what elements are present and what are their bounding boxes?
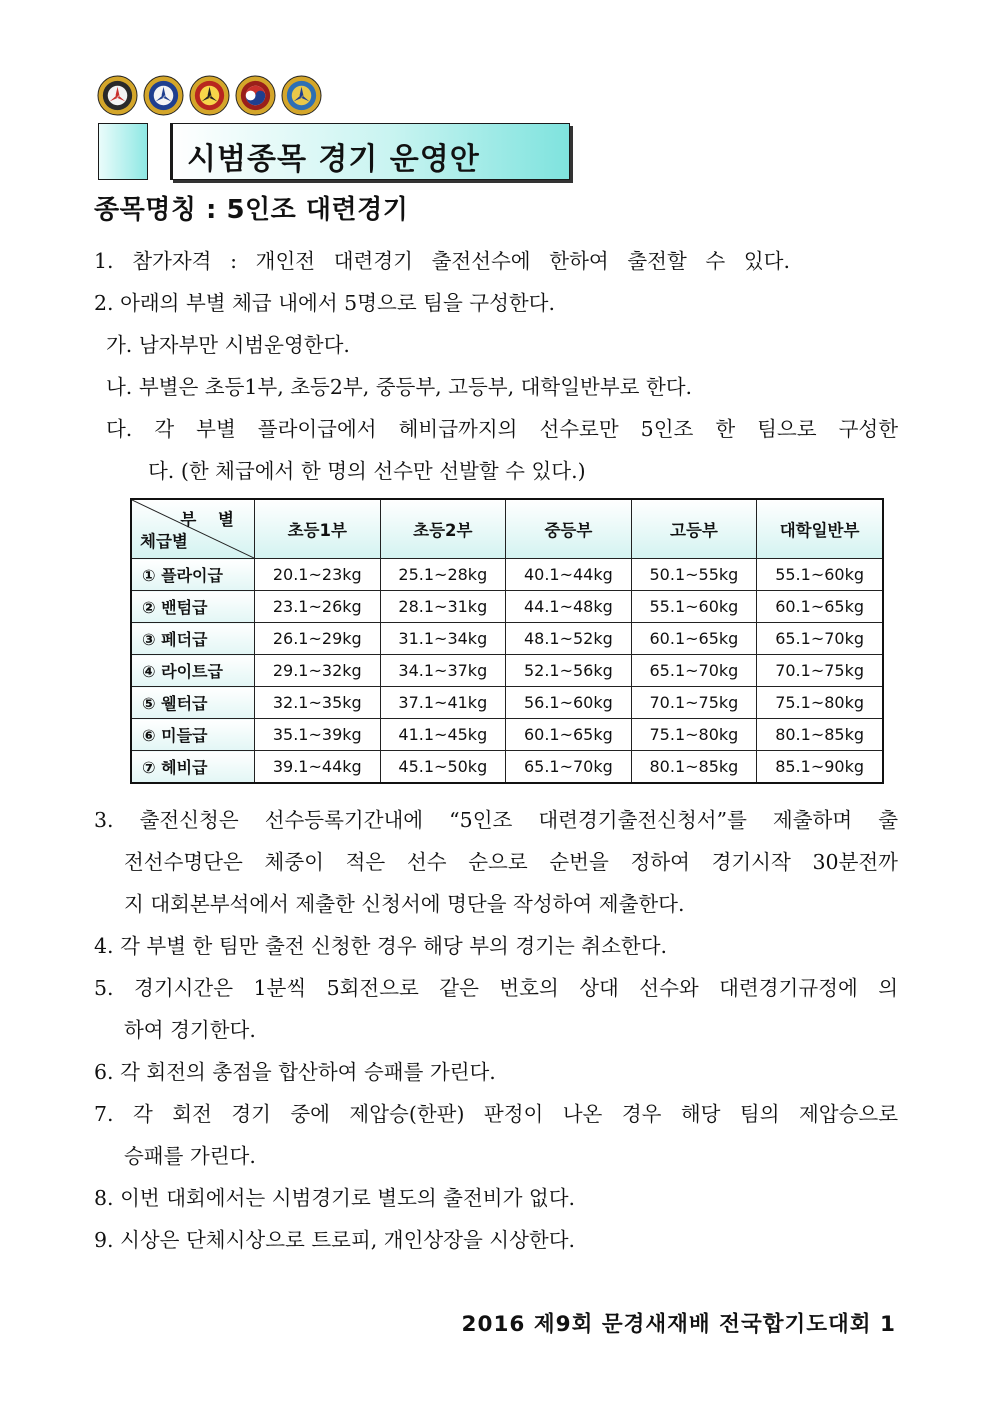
- table-cell: 32.1~35kg: [255, 687, 381, 719]
- table-cell: 65.1~70kg: [631, 655, 757, 687]
- item-4: 4. 각 부별 한 팀만 출전 신청한 경우 해당 부의 경기는 취소한다.: [94, 934, 668, 958]
- table-row: [131, 591, 883, 623]
- table-cell: 55.1~60kg: [757, 559, 883, 591]
- table-cell: 45.1~50kg: [380, 751, 506, 784]
- item-6: 6. 각 회전의 총점을 합산하여 승패를 가린다.: [94, 1060, 496, 1084]
- table-cell: 50.1~55kg: [631, 559, 757, 591]
- item-2c-line1: 다. 각 부별 플라이급에서 헤비급까지의 선수로만 5인조 한 팀으로 구성한: [106, 417, 898, 441]
- table-cell: 60.1~65kg: [631, 623, 757, 655]
- item-3-line3: 지 대회본부석에서 제출한 신청서에 명단을 작성하여 제출한다.: [124, 892, 685, 916]
- table-cell: 40.1~44kg: [506, 559, 632, 591]
- table-row: [131, 623, 883, 655]
- hapkido-emblem-icon: [97, 75, 138, 116]
- item-5-line2: 하여 경기한다.: [124, 1018, 256, 1042]
- table-cell: 29.1~32kg: [255, 655, 381, 687]
- logo-row: [97, 75, 322, 117]
- item-9: 9. 시상은 단체시상으로 트로피, 개인상장을 시상한다.: [94, 1228, 576, 1252]
- column-header: 초등1부: [255, 499, 381, 559]
- table-cell: 80.1~85kg: [631, 751, 757, 784]
- table-header-row: [131, 499, 883, 559]
- item-7-line2: 승패를 가린다.: [124, 1144, 256, 1168]
- table-cell: 39.1~44kg: [255, 751, 381, 784]
- table-cell: 75.1~80kg: [757, 687, 883, 719]
- table-cell: 56.1~60kg: [506, 687, 632, 719]
- corner-weight-label: 체급별: [140, 532, 188, 551]
- table-cell: 26.1~29kg: [255, 623, 381, 655]
- item-1: 1. 참가자격 : 개인전 대련경기 출전선수에 한하여 출전할 수 있다.: [94, 249, 790, 273]
- table-row: [131, 751, 883, 784]
- table-cell: 37.1~41kg: [380, 687, 506, 719]
- weight-class-label: ⑥ 미들급: [131, 719, 255, 751]
- item-2c-line2: 다. (한 체급에서 한 명의 선수만 선발할 수 있다.): [148, 459, 586, 483]
- table-cell: 85.1~90kg: [757, 751, 883, 784]
- table-cell: 55.1~60kg: [631, 591, 757, 623]
- table-cell: 52.1~56kg: [506, 655, 632, 687]
- title-banner: [98, 123, 570, 180]
- table-cell: 70.1~75kg: [757, 655, 883, 687]
- page-footer: 2016 제9회 문경새재배 전국합기도대회 1: [461, 1312, 896, 1337]
- event-name: 종목명칭 : 5인조 대련경기: [94, 195, 409, 225]
- corner-division-label: 부 별: [180, 510, 242, 529]
- column-header: 중등부: [506, 499, 632, 559]
- table-cell: 44.1~48kg: [506, 591, 632, 623]
- taegeuk-emblem-icon: [235, 75, 276, 116]
- table-cell: 20.1~23kg: [255, 559, 381, 591]
- table-row: [131, 719, 883, 751]
- item-8: 8. 이번 대회에서는 시범경기로 별도의 출전비가 없다.: [94, 1186, 576, 1210]
- weight-class-label: ⑦ 헤비급: [131, 751, 255, 784]
- table-row: [131, 687, 883, 719]
- column-header: 초등2부: [380, 499, 506, 559]
- item-2a: 가. 남자부만 시범운영한다.: [106, 333, 350, 357]
- table-cell: 70.1~75kg: [631, 687, 757, 719]
- hapkido-emblem-icon: [281, 75, 322, 116]
- table-row: [131, 559, 883, 591]
- item-5-line1: 5. 경기시간은 1분씩 5회전으로 같은 번호의 상대 선수와 대련경기규정에 의: [94, 976, 898, 1000]
- table-cell: 41.1~45kg: [380, 719, 506, 751]
- page-title: 시범종목 경기 운영안: [187, 142, 480, 177]
- item-3-line2: 전선수명단은 체중이 적은 선수 순으로 순번을 정하여 경기시작 30분전까: [124, 850, 898, 874]
- table-row: [131, 655, 883, 687]
- table-cell: 65.1~70kg: [506, 751, 632, 784]
- table-cell: 80.1~85kg: [757, 719, 883, 751]
- table-cell: 60.1~65kg: [506, 719, 632, 751]
- weight-class-label: ① 플라이급: [131, 559, 255, 591]
- title-box: [170, 123, 570, 180]
- table-cell: 48.1~52kg: [506, 623, 632, 655]
- weight-class-label: ② 밴텀급: [131, 591, 255, 623]
- item-7-line1: 7. 각 회전 경기 중에 제압승(한판) 판정이 나온 경우 해당 팀의 제압승으로: [94, 1102, 898, 1126]
- table-cell: 75.1~80kg: [631, 719, 757, 751]
- table-cell: 25.1~28kg: [380, 559, 506, 591]
- column-header: 고등부: [631, 499, 757, 559]
- item-2: 2. 아래의 부별 체급 내에서 5명으로 팀을 구성한다.: [94, 291, 555, 315]
- weight-class-label: ③ 페더급: [131, 623, 255, 655]
- table-cell: 60.1~65kg: [757, 591, 883, 623]
- table-corner-cell: [131, 499, 255, 559]
- title-accent-block: [98, 123, 148, 180]
- table-cell: 31.1~34kg: [380, 623, 506, 655]
- weight-class-label: ⑤ 웰터급: [131, 687, 255, 719]
- table-cell: 35.1~39kg: [255, 719, 381, 751]
- table-cell: 34.1~37kg: [380, 655, 506, 687]
- column-header: 대학일반부: [757, 499, 883, 559]
- hapkido-emblem-icon: [189, 75, 230, 116]
- table-cell: 28.1~31kg: [380, 591, 506, 623]
- item-2b: 나. 부별은 초등1부, 초등2부, 중등부, 고등부, 대학일반부로 한다.: [106, 375, 693, 399]
- table-cell: 23.1~26kg: [255, 591, 381, 623]
- weight-class-label: ④ 라이트급: [131, 655, 255, 687]
- hapkido-emblem-icon: [143, 75, 184, 116]
- item-3-line1: 3. 출전신청은 선수등록기간내에 “5인조 대련경기출전신청서”를 제출하며 출: [94, 808, 898, 832]
- weight-class-table: [130, 498, 884, 784]
- table-cell: 65.1~70kg: [757, 623, 883, 655]
